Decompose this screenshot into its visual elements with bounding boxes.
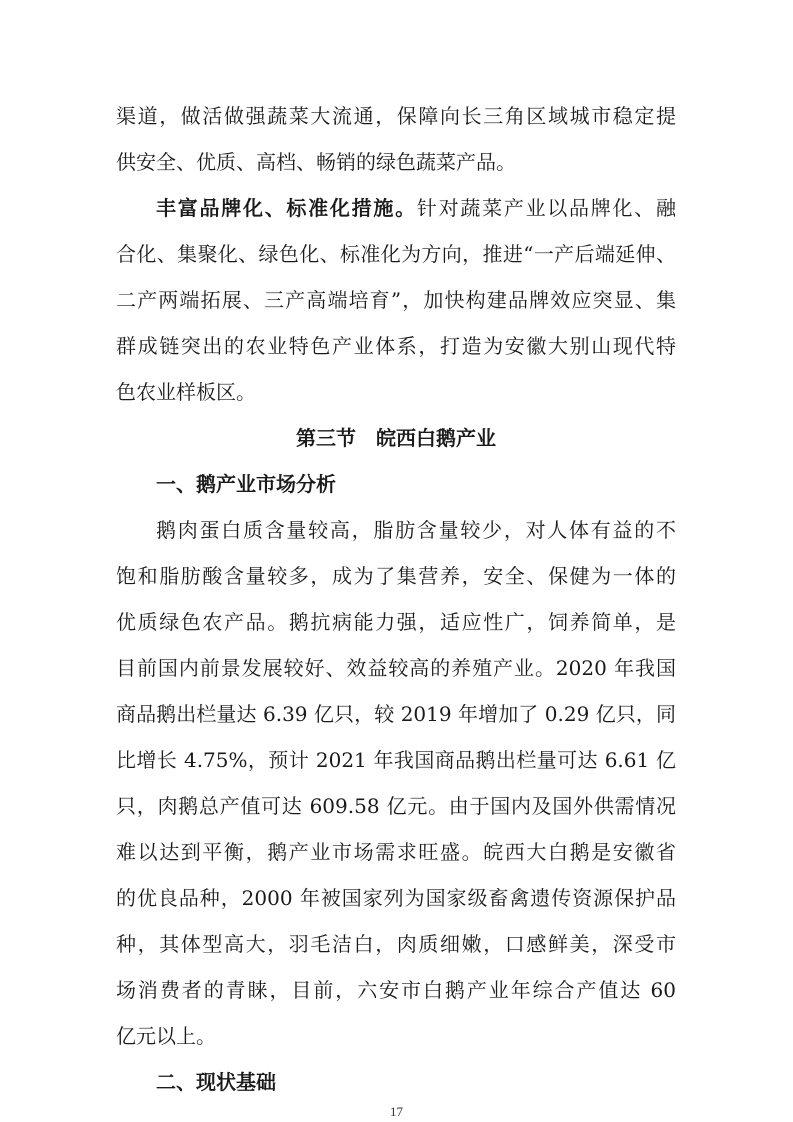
paragraph-line: 比增长 4.75%，预计 2021 年我国商品鹅出栏量可达 6.61 亿 (116, 748, 676, 772)
paragraph-line: 的优良品种，2000 年被国家列为国家级畜禽遗传资源保护品 (116, 886, 676, 910)
paragraph-line: 商品鹅出栏量达 6.39 亿只，较 2019 年增加了 0.29 亿只，同 (116, 702, 676, 726)
paragraph-line: 二产两端拓展、三产高端培育”，加快构建品牌效应突显、集 (116, 288, 676, 312)
paragraph-line: 供安全、优质、高档、畅销的绿色蔬菜产品。 (116, 150, 516, 174)
subheading: 二、现状基础 (156, 1070, 276, 1094)
paragraph-line: 亿元以上。 (116, 1024, 216, 1048)
page-number: 17 (390, 1104, 403, 1119)
paragraph-line: 色农业样板区。 (116, 380, 256, 404)
paragraph-line: 饱和脂肪酸含量较多，成为了集营养，安全、保健为一体的 (116, 564, 676, 588)
paragraph-line (156, 195, 676, 221)
paragraph-lead: 丰富品牌化、标准化措施。 (156, 196, 417, 220)
paragraph-line: 目前国内前景发展较好、效益较高的养殖产业。2020 年我国 (116, 656, 676, 680)
paragraph-line: 场消费者的青睐，目前，六安市白鹅产业年综合产值达 60 (116, 978, 676, 1002)
paragraph-line: 难以达到平衡，鹅产业市场需求旺盛。皖西大白鹅是安徽省 (116, 840, 676, 864)
section-heading: 第三节 皖西白鹅产业 (296, 426, 496, 450)
paragraph-line: 渠道，做活做强蔬菜大流通，保障向长三角区域城市稳定提 (116, 104, 676, 128)
paragraph-line: 只，肉鹅总产值可达 609.58 亿元。由于国内及国外供需情况 (116, 794, 676, 818)
paragraph-line: 鹅肉蛋白质含量较高，脂肪含量较少，对人体有益的不 (156, 518, 676, 542)
paragraph-line: 优质绿色农产品。鹅抗病能力强，适应性广，饲养简单，是 (116, 610, 676, 634)
paragraph-line: 种，其体型高大，羽毛洁白，肉质细嫩，口感鲜美，深受市 (116, 932, 676, 956)
paragraph-text: 针对蔬菜产业以品牌化、融 (416, 196, 677, 220)
paragraph-line: 合化、集聚化、绿色化、标准化为方向，推进“一产后端延伸、 (116, 242, 676, 266)
paragraph-line: 群成链突出的农业特色产业体系，打造为安徽大别山现代特 (116, 334, 676, 358)
subheading: 一、鹅产业市场分析 (156, 472, 336, 496)
